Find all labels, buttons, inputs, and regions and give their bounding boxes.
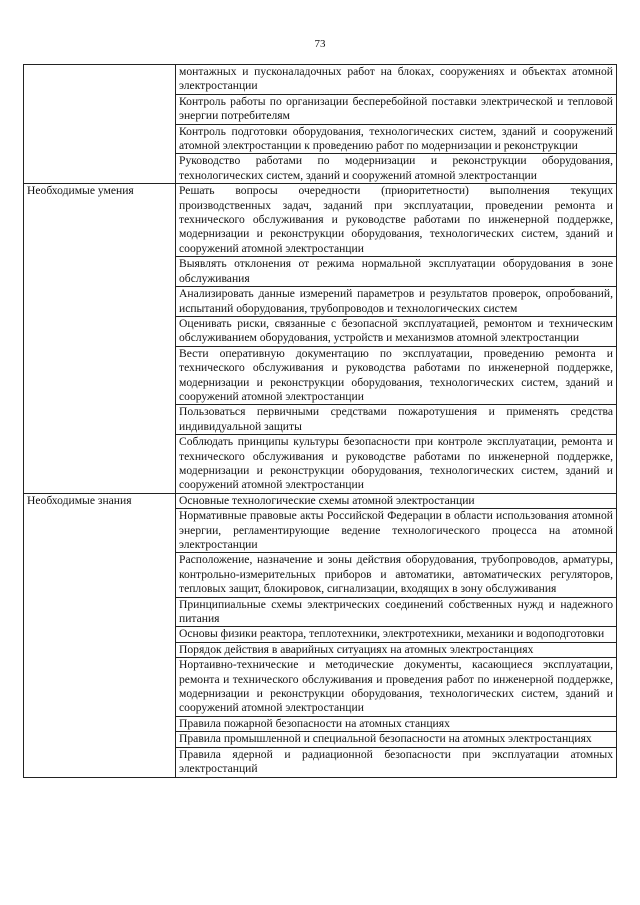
requirement-cell: Соблюдать принципы культуры безопасности при контроле эксплуатации, ремонта и технического обслуживания и руководстве работами по инженерной поддержке, модернизации и реконструкции оборудования, технологических систем, зданий и сооружений атомной электростанции (176, 435, 617, 494)
requirement-cell: Правила ядерной и радиационной безопасности при эксплуатации атомных электростанций (176, 747, 617, 777)
requirement-cell: Основные технологические схемы атомной электростанции (176, 493, 617, 508)
requirement-cell: Анализировать данные измерений параметров и результатов проверок, опробований, испытаний оборудования, трубопроводов и технологических систем (176, 287, 617, 317)
table-row (24, 65, 617, 95)
section-label: Необходимые умения (24, 184, 176, 494)
requirement-cell: Порядок действия в аварийных ситуациях на атомных электростанциях (176, 642, 617, 657)
requirement-cell: Оценивать риски, связанные с безопасной эксплуатацией, ремонтом и техническим обслуживанием оборудования, устройств и механизмов атомной электростанции (176, 316, 617, 346)
table-row (24, 184, 617, 257)
requirement-cell: Нортаивно-технические и методические документы, касающиеся эксплуатации, ремонта и технического обслуживания и проведения работ по инженерной поддержке, модернизации и реконструкции оборудования, технологических систем, зданий и сооружений атомной электростанции (176, 658, 617, 717)
requirement-cell: Правила пожарной безопасности на атомных станциях (176, 716, 617, 731)
requirement-cell: Пользоваться первичными средствами пожаротушения и применять средства индивидуальной защиты (176, 405, 617, 435)
requirement-cell: Выявлять отклонения от режима нормальной эксплуатации оборудования в зоне обслуживания (176, 257, 617, 287)
page-number: 73 (314, 38, 326, 50)
requirement-cell: Правила промышленной и специальной безопасности на атомных электростанциях (176, 732, 617, 747)
requirements-table (23, 64, 617, 778)
section-label: Необходимые знания (24, 493, 176, 777)
requirement-cell: монтажных и пусконаладочных работ на блоках, сооружениях и объектах атомной электростанции (176, 65, 617, 95)
section-label (24, 65, 176, 184)
requirement-cell: Основы физики реактора, теплотехники, электротехники, механики и водоподготовки (176, 627, 617, 642)
requirement-cell: Контроль подготовки оборудования, технологических систем, зданий и сооружений атомной электростанции к проведению работ по модернизации и реконструкции (176, 124, 617, 154)
requirement-cell: Вести оперативную документацию по эксплуатации, проведению ремонта и технического обслуживания и руководства работами по инженерной поддержке, модернизации и реконструкции оборудования, технологических систем, зданий и сооружений атомной электростанции (176, 346, 617, 405)
requirement-cell: Принципиальные схемы электрических соединений собственных нужд и надежного питания (176, 597, 617, 627)
requirement-cell: Нормативные правовые акты Российской Федерации в области использования атомной энергии, регламентирующие ведение технологического процесса на атомной электростанции (176, 509, 617, 553)
requirement-cell: Контроль работы по организации бесперебойной поставки электрической и тепловой энергии потребителям (176, 94, 617, 124)
requirement-cell: Расположение, назначение и зоны действия оборудования, трубопроводов, арматуры, контрольно-измерительных приборов и автоматики, автоматических регуляторов, тепловых защит, блокировок, сигнализации, входящих в зону обслуживания (176, 553, 617, 597)
table-row (24, 493, 617, 508)
requirement-cell: Решать вопросы очередности (приоритетности) выполнения текущих производственных задач, заданий при эксплуатации, проведении ремонта и технического обслуживания и руководстве работами по инженерной поддержке, модернизации и реконструкции оборудования, технологических систем, зданий и сооружений атомной электростанции (176, 184, 617, 257)
requirement-cell: Руководство работами по модернизации и реконструкции оборудования, технологических систем, зданий и сооружений атомной электростанции (176, 154, 617, 184)
